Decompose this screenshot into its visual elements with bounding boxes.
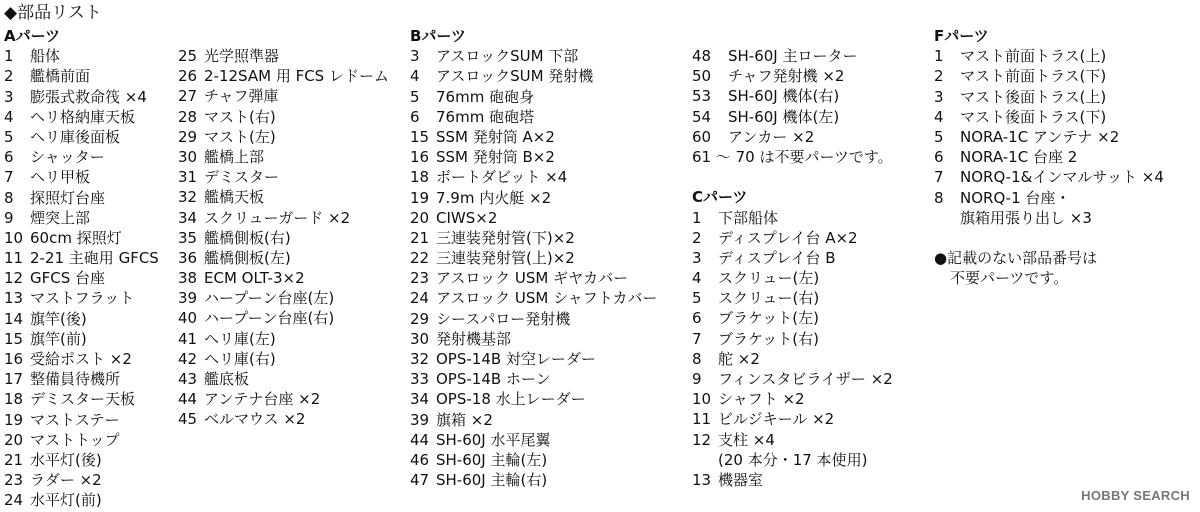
- part-name: 旗箱用張り出し ×3: [960, 208, 1092, 227]
- part-number: 26: [178, 67, 198, 86]
- part-number: 23: [4, 471, 24, 490]
- part-item: [4, 389, 159, 409]
- part-item: [178, 288, 389, 308]
- part-name: アスロック USM ギヤカバー: [436, 269, 629, 288]
- part-name: OPS-14B ホーン: [436, 370, 551, 389]
- part-item: [410, 309, 657, 329]
- part-name: マスト前面トラス(下): [960, 67, 1107, 86]
- part-item: [692, 389, 893, 409]
- part-name: 旗竿(後): [30, 309, 87, 328]
- part-item: [692, 248, 893, 268]
- part-name: シャッター: [30, 148, 105, 167]
- part-name: 艦橋天板: [204, 188, 265, 207]
- part-name: 艦橋側板(左): [204, 248, 291, 267]
- part-item: [692, 470, 893, 490]
- unlisted-parts-note-2: 不要パーツです。: [950, 269, 1069, 288]
- part-number: 4: [934, 107, 944, 126]
- part-name: マスト(右): [204, 107, 276, 126]
- part-name: アンカー ×2: [728, 127, 815, 146]
- part-item: [178, 66, 389, 86]
- part-number: 7: [4, 168, 14, 187]
- part-item: [410, 410, 657, 430]
- part-name: SH-60J 主ローター: [728, 47, 858, 65]
- part-name: 探照灯台座: [30, 188, 106, 207]
- part-number: 10: [692, 390, 712, 409]
- part-item: [692, 450, 893, 470]
- part-name: 艦橋前面: [30, 67, 91, 86]
- part-name: ECM OLT-3×2: [204, 269, 305, 288]
- part-number: 2: [4, 67, 14, 86]
- part-item: [4, 188, 159, 208]
- part-item: [4, 490, 159, 510]
- part-name: ハープーン台座(右): [204, 309, 335, 328]
- part-item: [4, 66, 159, 86]
- part-name: デミスター天板: [30, 390, 136, 409]
- part-name: ヘリ庫(右): [204, 349, 276, 368]
- b-parts-column: [410, 26, 657, 490]
- part-name: ヘリ庫(左): [204, 329, 276, 348]
- part-number: 50: [692, 67, 712, 86]
- part-name: 艦橋上部: [204, 147, 265, 166]
- part-number: 11: [692, 410, 712, 429]
- part-number: 5: [4, 127, 14, 146]
- a-parts-column: [4, 26, 159, 511]
- part-name: 発射機基部: [436, 329, 512, 348]
- b-c-parts-column: [692, 46, 893, 490]
- part-name: CIWS×2: [436, 208, 498, 227]
- part-name: 受給ポスト ×2: [30, 350, 132, 369]
- part-item: [410, 208, 657, 228]
- part-item: [410, 188, 657, 208]
- part-number: 18: [410, 168, 430, 187]
- part-item: [934, 46, 1164, 66]
- part-number: 21: [410, 228, 430, 247]
- part-name: チャフ弾庫: [204, 87, 279, 106]
- part-item: [4, 369, 159, 389]
- part-item: [4, 248, 159, 268]
- f-parts-list: [934, 46, 1164, 228]
- part-name: 舵 ×2: [718, 349, 760, 368]
- part-name: マストステー: [30, 410, 120, 429]
- part-name: 60cm 探照灯: [30, 228, 122, 247]
- part-name: フィンスタビライザー ×2: [718, 370, 893, 389]
- part-item: [4, 268, 159, 288]
- part-number: 28: [178, 107, 198, 126]
- part-name: ヘリ格納庫天板: [30, 107, 136, 126]
- part-name: 旗竿(前): [30, 329, 87, 348]
- part-number: 19: [4, 410, 24, 429]
- part-number: 7: [692, 329, 702, 348]
- part-number: 31: [178, 168, 198, 187]
- part-name: SH-60J 主輪(右): [436, 471, 548, 490]
- part-number: 34: [178, 208, 198, 227]
- part-name: 支柱 ×4: [718, 430, 775, 449]
- part-item: [410, 87, 657, 107]
- part-item: [178, 167, 389, 187]
- part-item: [178, 268, 389, 288]
- part-item: [410, 430, 657, 450]
- f-parts-header: Fパーツ: [934, 27, 989, 45]
- part-name: ヘリ庫後面板: [30, 127, 121, 146]
- part-number: 32: [410, 350, 430, 369]
- part-item: [4, 349, 159, 369]
- part-name: 機器室: [718, 470, 764, 489]
- part-item: [410, 349, 657, 369]
- part-number: 8: [4, 188, 14, 207]
- part-number: 29: [178, 127, 198, 146]
- part-name: マストフラット: [30, 289, 135, 308]
- part-item: [410, 127, 657, 147]
- part-item: [692, 268, 893, 288]
- part-item: [410, 389, 657, 409]
- part-number: 3: [4, 87, 14, 106]
- c-parts-header: Cパーツ: [692, 188, 748, 207]
- part-name: SH-60J 機体(左): [728, 107, 840, 126]
- a-parts-list-2: [178, 46, 389, 430]
- part-number: 60: [692, 127, 712, 146]
- part-item: [4, 208, 159, 228]
- part-name: 艦底板: [204, 370, 250, 388]
- part-item: [4, 470, 159, 490]
- part-number: 39: [410, 410, 430, 429]
- unlisted-parts-note: ●記載のない部品番号は: [934, 249, 1098, 268]
- part-number: 13: [4, 289, 24, 308]
- part-item: [692, 308, 893, 328]
- part-name: NORA-1C アンテナ ×2: [960, 127, 1120, 146]
- part-name: スクリュー(右): [718, 289, 820, 308]
- part-item: [934, 87, 1164, 107]
- part-item: [410, 107, 657, 127]
- part-name: アスロックSUM 発射機: [436, 67, 594, 86]
- part-item: [178, 46, 389, 66]
- part-item: [410, 470, 657, 490]
- part-name: ディスプレイ台 B: [718, 248, 836, 267]
- part-number: 14: [4, 309, 24, 328]
- part-name: 膨張式救命筏 ×4: [30, 87, 147, 106]
- part-number: 53: [692, 87, 712, 106]
- part-item: [410, 369, 657, 389]
- part-number: 5: [410, 87, 420, 106]
- part-number: 38: [178, 269, 198, 288]
- part-number: 1: [692, 208, 702, 227]
- part-item: [4, 430, 159, 450]
- part-item: [410, 329, 657, 349]
- part-number: 9: [4, 208, 14, 227]
- part-number: 3: [410, 47, 420, 66]
- part-item: [4, 450, 159, 470]
- part-item: [692, 409, 893, 429]
- part-item: [178, 228, 389, 248]
- part-name: シャフト ×2: [718, 390, 805, 409]
- part-name: NORQ-1&インマルサット ×4: [960, 168, 1164, 187]
- part-item: [934, 127, 1164, 147]
- part-number: 19: [410, 188, 430, 207]
- part-number: 41: [178, 329, 198, 348]
- part-name: ディスプレイ台 A×2: [718, 228, 858, 247]
- part-number: 21: [4, 450, 24, 469]
- part-item: [410, 288, 657, 308]
- part-item: [692, 107, 893, 127]
- part-number: 5: [692, 289, 702, 308]
- part-number: 32: [178, 188, 198, 207]
- part-item: [178, 187, 389, 207]
- part-name: マスト後面トラス(下): [960, 107, 1107, 126]
- part-item: [692, 329, 893, 349]
- part-name: SH-60J 機体(右): [728, 87, 840, 106]
- b-parts-header: Bパーツ: [410, 27, 466, 45]
- part-item: [4, 410, 159, 430]
- part-number: 46: [410, 450, 430, 469]
- part-name: 水平灯(後): [30, 450, 102, 469]
- part-number: 48: [692, 47, 712, 65]
- part-name: GFCS 台座: [30, 269, 106, 288]
- c-parts-list: [692, 208, 893, 491]
- part-number: 45: [178, 410, 198, 429]
- part-name: マスト後面トラス(上): [960, 87, 1107, 106]
- part-number: 24: [410, 289, 430, 308]
- part-item: [410, 46, 657, 66]
- part-number: 13: [692, 470, 712, 489]
- part-number: 35: [178, 228, 198, 247]
- part-number: 29: [410, 309, 430, 328]
- part-number: 39: [178, 289, 198, 308]
- part-number: 4: [410, 67, 420, 86]
- part-item: [692, 288, 893, 308]
- part-name: ラダー ×2: [30, 471, 102, 490]
- part-name: ブラケット(右): [718, 329, 819, 348]
- part-number: 6: [4, 148, 14, 167]
- part-item: [410, 147, 657, 167]
- part-number: 8: [692, 349, 702, 368]
- part-name: アンテナ台座 ×2: [204, 390, 321, 409]
- page-title: ◆部品リスト: [4, 3, 102, 23]
- part-name: 水平灯(前): [30, 491, 102, 510]
- part-item: [934, 208, 1164, 228]
- a-parts-header: Aパーツ: [4, 27, 61, 45]
- part-number: 27: [178, 87, 198, 106]
- part-number: 8: [934, 188, 944, 207]
- part-name: SH-60J 主輪(左): [436, 450, 548, 469]
- part-name: 光学照準器: [204, 47, 280, 65]
- part-item: [692, 208, 893, 228]
- part-name: 76mm 砲砲身: [436, 87, 535, 106]
- part-number: 6: [410, 107, 420, 126]
- part-name: マスト前面トラス(上): [960, 47, 1107, 66]
- part-name: NORQ-1 台座・: [960, 188, 1071, 207]
- part-number: 44: [410, 430, 430, 449]
- b-parts-list-2: [692, 46, 893, 147]
- part-name: ベルマウス ×2: [204, 410, 306, 429]
- part-name: 2-21 主砲用 GFCS: [30, 249, 159, 268]
- part-item: [692, 86, 893, 106]
- part-name: スクリュー(左): [718, 269, 820, 288]
- f-parts-column: [934, 26, 1164, 288]
- part-number: 1: [934, 47, 944, 66]
- part-item: [178, 369, 389, 389]
- part-number: 12: [4, 269, 24, 288]
- part-item: [4, 288, 159, 308]
- part-number: 12: [692, 430, 712, 449]
- part-name: 煙突上部: [30, 208, 91, 227]
- part-item: [410, 268, 657, 288]
- part-item: [4, 228, 159, 248]
- part-number: 40: [178, 309, 198, 328]
- part-item: [692, 127, 893, 147]
- part-item: [178, 409, 389, 429]
- part-name: 艦橋側板(右): [204, 228, 291, 247]
- part-number: 20: [4, 430, 24, 449]
- part-name: 旗箱 ×2: [436, 410, 493, 429]
- part-item: [692, 369, 893, 389]
- part-number: 11: [4, 249, 24, 268]
- part-item: [692, 228, 893, 248]
- part-number: 7: [934, 168, 944, 187]
- part-name: シースパロー発射機: [436, 309, 571, 328]
- part-item: [178, 107, 389, 127]
- part-number: 2: [692, 228, 702, 247]
- part-number: 5: [934, 127, 944, 146]
- a-parts-list: [4, 46, 159, 510]
- part-item: [178, 329, 389, 349]
- part-number: 42: [178, 349, 198, 368]
- part-number: 9: [692, 370, 702, 389]
- part-number: 20: [410, 208, 430, 227]
- part-number: 10: [4, 228, 24, 247]
- part-item: [692, 430, 893, 450]
- part-name: チャフ発射機 ×2: [728, 67, 845, 86]
- part-item: [4, 147, 159, 167]
- part-item: [410, 450, 657, 470]
- a-parts-column-2: [178, 46, 389, 430]
- part-item: [4, 46, 159, 66]
- part-number: 36: [178, 248, 198, 267]
- part-name: 7.9m 内火艇 ×2: [436, 188, 552, 207]
- part-number: 2: [934, 67, 944, 86]
- part-number: 23: [410, 269, 430, 288]
- part-number: 4: [4, 107, 14, 126]
- part-item: [178, 127, 389, 147]
- hobby-search-logo: HOBBY SEARCH: [1081, 487, 1190, 503]
- part-item: [692, 46, 893, 66]
- part-item: [178, 308, 389, 328]
- part-name: ハープーン台座(左): [204, 289, 335, 308]
- part-item: [692, 349, 893, 369]
- part-item: [178, 86, 389, 106]
- part-number: 47: [410, 471, 430, 490]
- part-name: マスト(左): [204, 127, 276, 146]
- part-name: アスロック USM シャフトカバー: [436, 289, 658, 308]
- part-number: 1: [4, 47, 14, 66]
- part-item: [692, 66, 893, 86]
- part-number: [692, 450, 718, 470]
- part-number: 30: [178, 147, 198, 166]
- part-item: [4, 127, 159, 147]
- part-item: [4, 167, 159, 187]
- part-name: 三連装発射管(上)×2: [436, 249, 575, 268]
- part-number: 6: [934, 148, 944, 167]
- part-number: 24: [4, 491, 24, 510]
- part-item: [934, 167, 1164, 187]
- part-number: 3: [692, 248, 702, 267]
- part-name: 整備員待機所: [30, 370, 121, 389]
- part-name: マストトップ: [30, 430, 120, 449]
- part-item: [934, 147, 1164, 167]
- part-name: (20 本分・17 本使用): [718, 450, 868, 469]
- part-item: [178, 147, 389, 167]
- part-number: 17: [4, 370, 24, 389]
- b-parts-note: 61 ～ 70 は不要パーツです。: [692, 147, 893, 166]
- part-name: ボートダビット ×4: [436, 168, 568, 187]
- part-number: 15: [410, 127, 430, 146]
- part-number: 16: [410, 148, 430, 167]
- part-item: [934, 107, 1164, 127]
- part-name: 船体: [30, 47, 61, 66]
- part-item: [410, 248, 657, 268]
- part-name: ブラケット(左): [718, 309, 819, 328]
- part-name: OPS-18 水上レーダー: [436, 390, 586, 409]
- part-item: [410, 66, 657, 86]
- b-parts-list: [410, 46, 657, 490]
- part-name: ビルジキール ×2: [718, 410, 835, 429]
- part-number: 44: [178, 390, 198, 409]
- part-item: [934, 66, 1164, 86]
- part-number: 15: [4, 329, 24, 348]
- part-number: 43: [178, 370, 198, 388]
- part-name: ヘリ甲板: [30, 168, 91, 187]
- part-name: SSM 発射筒 B×2: [436, 148, 555, 167]
- part-number: 4: [692, 269, 702, 288]
- part-name: SSM 発射筒 A×2: [436, 127, 555, 146]
- part-name: 2-12SAM 用 FCS レドーム: [204, 67, 389, 86]
- part-name: NORA-1C 台座 2: [960, 148, 1078, 167]
- part-number: 18: [4, 390, 24, 409]
- part-item: [4, 329, 159, 349]
- part-name: デミスター: [204, 168, 280, 187]
- part-number: 6: [692, 309, 702, 328]
- part-number: 34: [410, 390, 430, 409]
- part-number: [934, 208, 960, 228]
- part-item: [178, 389, 389, 409]
- part-item: [178, 208, 389, 228]
- part-item: [410, 228, 657, 248]
- part-name: SH-60J 水平尾翼: [436, 430, 551, 449]
- part-name: 76mm 砲砲塔: [436, 107, 535, 126]
- part-item: [178, 349, 389, 369]
- part-name: アスロックSUM 下部: [436, 47, 579, 66]
- part-number: 22: [410, 249, 430, 268]
- part-number: 16: [4, 350, 24, 369]
- part-name: 下部船体: [718, 208, 779, 227]
- part-item: [410, 167, 657, 187]
- part-number: 33: [410, 370, 430, 389]
- part-item: [4, 107, 159, 127]
- part-item: [934, 188, 1164, 208]
- part-name: OPS-14B 対空レーダー: [436, 350, 596, 369]
- part-name: スクリューガード ×2: [204, 208, 351, 227]
- part-number: 25: [178, 47, 198, 65]
- part-item: [178, 248, 389, 268]
- part-item: [4, 309, 159, 329]
- part-name: 三連装発射管(下)×2: [436, 228, 575, 247]
- part-number: 30: [410, 329, 430, 348]
- part-item: [4, 87, 159, 107]
- part-number: 54: [692, 107, 712, 126]
- part-number: 3: [934, 87, 944, 106]
